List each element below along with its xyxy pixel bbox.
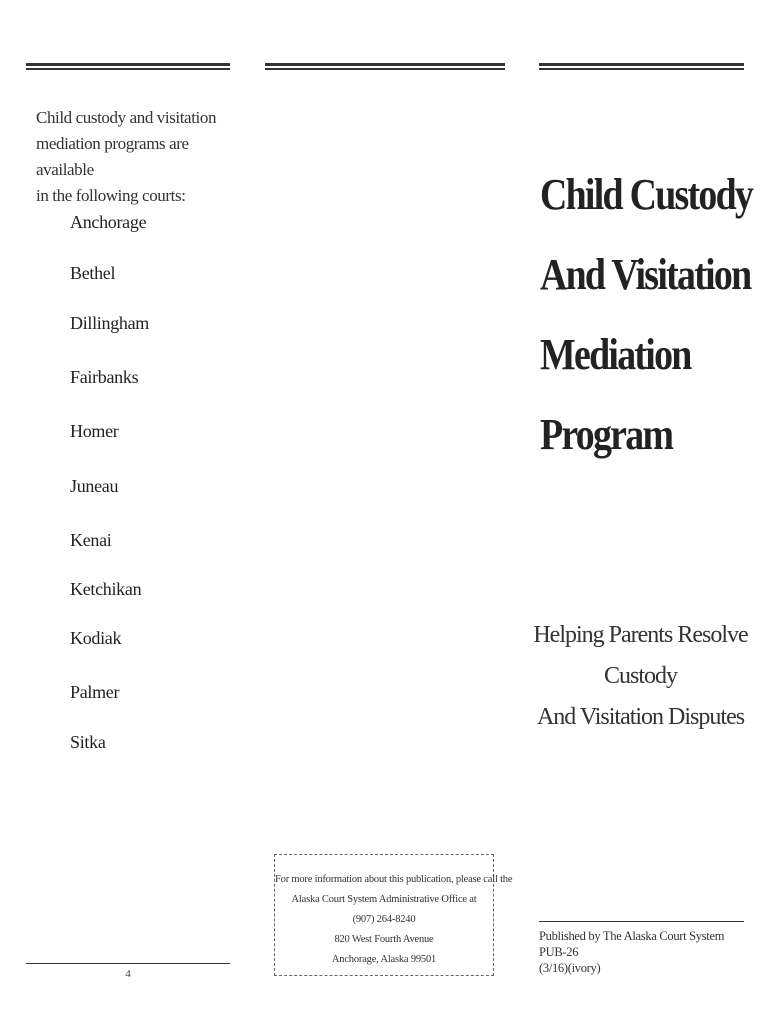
court-item: Palmer	[70, 682, 120, 702]
title-line-1: Child Custody	[540, 170, 753, 219]
publisher-info	[539, 928, 724, 976]
left-top-rule	[26, 63, 230, 73]
publication-code: PUB-26	[539, 945, 579, 959]
street-address: 820 West Fourth Avenue	[334, 934, 434, 945]
intro-line-1: Child custody and visitation	[36, 108, 217, 127]
title-line-3: Mediation	[540, 330, 691, 379]
phone-number: (907) 264-8240	[352, 914, 416, 925]
right-bottom-rule	[539, 921, 744, 922]
left-bottom-rule	[26, 963, 230, 964]
info-line: For more information about this publication, please call the	[275, 874, 513, 885]
intro-line-2: mediation programs are available	[36, 134, 189, 179]
publisher-line: Published by The Alaska Court System	[539, 929, 725, 943]
court-item: Fairbanks	[70, 367, 139, 387]
court-item: Ketchikan	[70, 579, 142, 599]
court-item: Dillingham	[70, 313, 149, 333]
intro-line-3: in the following courts:	[36, 186, 186, 205]
court-item: Sitka	[70, 732, 106, 752]
info-line: Alaska Court System Administrative Office at	[291, 894, 477, 905]
court-item: Kenai	[70, 530, 112, 550]
title-line-2: And Visitation	[540, 250, 751, 299]
publication-date: (3/16)(ivory)	[539, 961, 601, 975]
subtitle-line-1: Helping Parents Resolve	[533, 622, 748, 648]
intro-text	[36, 105, 246, 209]
court-item: Kodiak	[70, 628, 122, 648]
city-address: Anchorage, Alaska 99501	[331, 954, 437, 965]
brochure-title	[540, 155, 765, 475]
court-item: Anchorage	[70, 212, 147, 232]
subtitle-line-2: Custody	[603, 663, 677, 689]
brochure-subtitle	[528, 615, 753, 738]
court-item: Bethel	[70, 263, 116, 283]
right-top-rule	[539, 63, 744, 73]
subtitle-line-3: And Visitation Disputes	[536, 704, 745, 730]
court-item: Juneau	[70, 476, 119, 496]
middle-top-rule	[265, 63, 505, 73]
contact-info-box	[274, 854, 513, 976]
title-line-4: Program	[540, 410, 673, 459]
page-number: 4	[125, 968, 131, 980]
court-item: Homer	[70, 421, 119, 441]
